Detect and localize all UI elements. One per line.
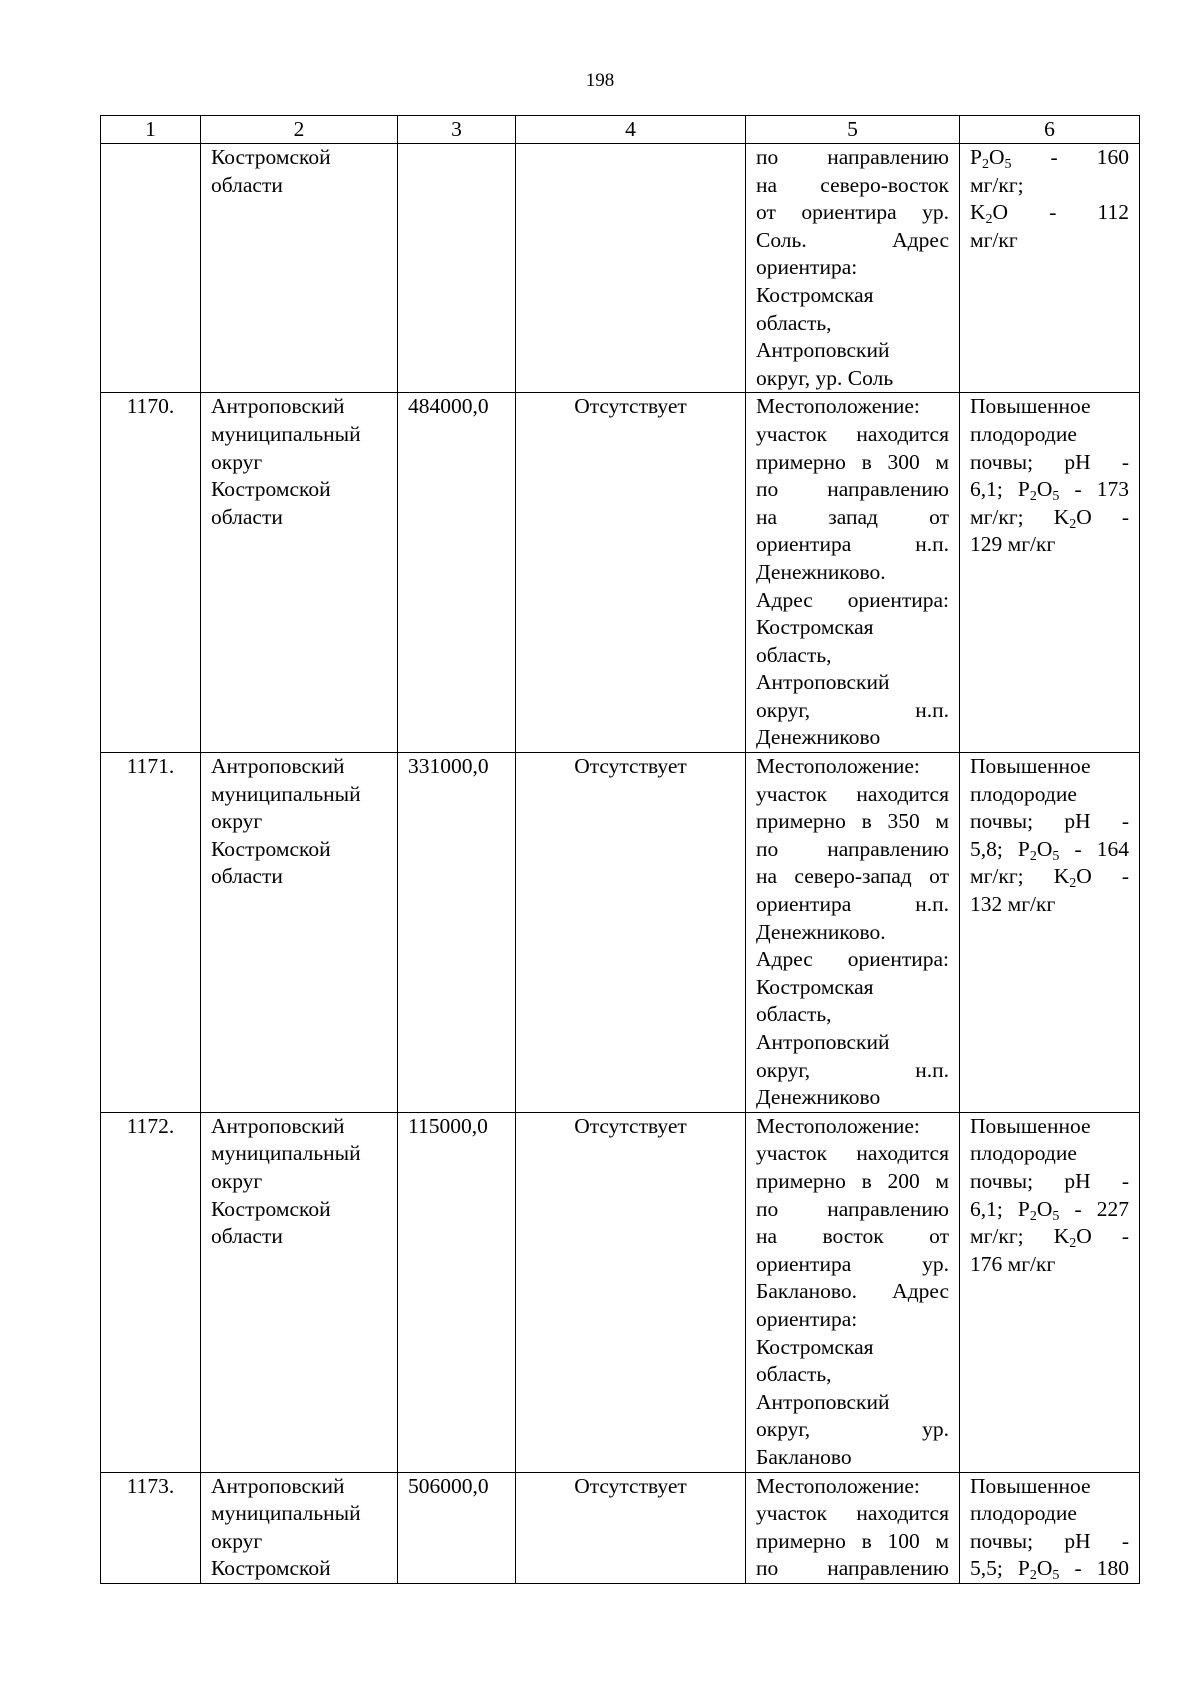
location-line: Антроповский	[756, 670, 890, 695]
row-number-cell: 1170.	[101, 393, 201, 753]
fertility-line: 5,8; $P_2O_5 - 164$	[970, 836, 1129, 864]
location-line: участок находится	[756, 781, 949, 806]
area-cell: 115000,0	[398, 1112, 516, 1472]
owner-name-line: Антроповский	[211, 394, 345, 419]
table-row	[101, 144, 1140, 393]
owner-name-line: Антроповский	[211, 1473, 345, 1498]
fertility-cell	[960, 1472, 1140, 1583]
location-line: Соль. Адрес	[756, 227, 949, 252]
location-line: область,	[756, 1362, 832, 1387]
encumbrance-cell: Отсутствует	[516, 753, 746, 1113]
table-header-row	[101, 116, 1140, 144]
owner-name-line: области	[211, 1224, 283, 1249]
owner-name-line: муниципальный	[211, 421, 361, 446]
owner-name-cell	[201, 753, 398, 1113]
location-line: примерно в 100 м	[756, 1528, 949, 1553]
fertility-line: Повышенное	[970, 1113, 1091, 1138]
area-cell: 506000,0	[398, 1472, 516, 1583]
encumbrance-cell: Отсутствует	[516, 393, 746, 753]
fertility-line: мг/кг; $K_2O$ -	[970, 1224, 1129, 1252]
location-cell	[746, 1472, 960, 1583]
location-line: Антроповский	[756, 1030, 890, 1054]
location-line: по направлению	[756, 1556, 949, 1581]
location-line: округ, н.п.	[756, 697, 949, 722]
location-line: округ, ур. Соль	[756, 365, 894, 390]
owner-name-line: Костромской	[211, 1196, 331, 1221]
owner-name-line: Костромской	[211, 477, 331, 502]
location-line: на северо-запад от	[756, 864, 949, 889]
location-line: примерно в 200 м	[756, 1168, 949, 1193]
owner-name-line: области	[211, 864, 283, 889]
location-line: от ориентира ур.	[756, 200, 949, 225]
location-line: по направлению	[756, 145, 949, 169]
encumbrance-cell: Отсутствует	[516, 1112, 746, 1472]
owner-name-cell	[201, 393, 398, 753]
location-line: по направлению	[756, 836, 949, 861]
owner-name-line: Костромской	[211, 1556, 331, 1581]
location-line: Денежниково.	[756, 559, 886, 584]
header-cell-3: 3	[398, 116, 516, 144]
location-line: Денежниково	[756, 1085, 881, 1110]
fertility-line: плодородие	[970, 1141, 1077, 1166]
fertility-line: почвы; pH -	[970, 809, 1129, 834]
fertility-line: $P_2O_5 - 160$	[970, 145, 1129, 172]
location-cell	[746, 144, 960, 393]
owner-name-cell	[201, 1112, 398, 1472]
fertility-line: 132 мг/кг	[970, 892, 1056, 917]
header-cell-2: 2	[201, 116, 398, 144]
fertility-line: мг/кг;	[970, 172, 1024, 197]
location-line: область,	[756, 642, 832, 667]
header-cell-6: 6	[960, 116, 1140, 144]
land-plots-table	[100, 115, 1140, 1584]
owner-name-line: округ	[211, 1528, 263, 1553]
location-line: на северо-восток	[756, 172, 949, 197]
fertility-line: 5,5; $P_2O_5 - 180$	[970, 1556, 1129, 1584]
location-line: участок находится	[756, 1141, 949, 1166]
owner-name-line: муниципальный	[211, 1501, 361, 1526]
header-cell-1: 1	[101, 116, 201, 144]
owner-name-line: округ	[211, 449, 263, 474]
table-row	[101, 1112, 1140, 1472]
table-body	[101, 116, 1140, 1584]
location-line: примерно в 350 м	[756, 809, 949, 834]
location-line: Адрес ориентира:	[756, 587, 949, 612]
fertility-cell	[960, 1112, 1140, 1472]
row-number-cell	[101, 144, 201, 393]
fertility-line: мг/кг; $K_2O$ -	[970, 504, 1129, 532]
owner-name-line: муниципальный	[211, 781, 361, 806]
location-line: Адрес ориентира:	[756, 947, 949, 972]
fertility-line: почвы; pH -	[970, 449, 1129, 474]
encumbrance-cell	[516, 144, 746, 393]
owner-name-line: Костромской	[211, 836, 331, 861]
location-line: область,	[756, 310, 832, 335]
fertility-line: плодородие	[970, 781, 1077, 806]
fertility-line: 6,1; $P_2O_5 - 227$	[970, 1196, 1129, 1224]
page-number: 198	[585, 70, 615, 91]
owner-name-line: округ	[211, 809, 263, 834]
location-line: Местоположение:	[756, 1473, 920, 1498]
location-line: участок находится	[756, 421, 949, 446]
location-line: область,	[756, 1002, 832, 1027]
fertility-line: плодородие	[970, 421, 1077, 446]
fertility-line: Повышенное	[970, 394, 1091, 419]
location-cell	[746, 1112, 960, 1472]
owner-name-line: Антроповский	[211, 1113, 345, 1138]
fertility-line: 129 мг/кг	[970, 532, 1056, 557]
area-cell: 484000,0	[398, 393, 516, 753]
location-line: Костромская	[756, 282, 874, 307]
location-line: Антроповский	[756, 338, 890, 363]
fertility-line: почвы; pH -	[970, 1168, 1129, 1193]
owner-name-line: муниципальный	[211, 1141, 361, 1166]
location-line: Костромская	[756, 974, 874, 999]
location-line: Антроповский	[756, 1389, 890, 1414]
location-line: Костромская	[756, 1334, 874, 1359]
location-line: Местоположение:	[756, 754, 920, 779]
area-cell	[398, 144, 516, 393]
location-line: по направлению	[756, 1196, 949, 1221]
header-cell-5: 5	[746, 116, 960, 144]
owner-name-line: Антроповский	[211, 754, 345, 779]
location-line: Костромская	[756, 615, 874, 640]
fertility-line: 176 мг/кг	[970, 1251, 1056, 1276]
location-cell	[746, 393, 960, 753]
fertility-cell	[960, 753, 1140, 1113]
fertility-line: 6,1; $P_2O_5 - 173$	[970, 477, 1129, 505]
table-row	[101, 1472, 1140, 1583]
location-line: округ, ур.	[756, 1417, 949, 1442]
row-number-cell: 1173.	[101, 1472, 201, 1583]
row-number-cell: 1171.	[101, 753, 201, 1113]
fertility-line: Повышенное	[970, 1473, 1091, 1498]
location-line: Бакланово. Адрес	[756, 1279, 949, 1304]
table-row	[101, 393, 1140, 753]
location-line: Местоположение:	[756, 1113, 920, 1138]
owner-name-cell	[201, 1472, 398, 1583]
fertility-cell	[960, 393, 1140, 753]
table-row	[101, 753, 1140, 1113]
location-line: на запад от	[756, 504, 949, 529]
owner-name-line: области	[211, 504, 283, 529]
fertility-cell	[960, 144, 1140, 393]
location-line: по направлению	[756, 477, 949, 502]
fertility-line: мг/кг; $K_2O$ -	[970, 864, 1129, 892]
owner-name-line: области	[211, 172, 283, 197]
location-line: ориентира:	[756, 255, 858, 280]
owner-name-cell	[201, 144, 398, 393]
owner-name-line: округ	[211, 1168, 263, 1193]
location-line: ориентира н.п.	[756, 892, 949, 917]
fertility-line: $K_2O - 112$	[970, 200, 1129, 228]
location-line: на восток от	[756, 1224, 949, 1249]
location-line: примерно в 300 м	[756, 449, 949, 474]
fertility-line: Повышенное	[970, 754, 1091, 779]
fertility-line: почвы; pH -	[970, 1528, 1129, 1553]
location-line: Бакланово	[756, 1444, 852, 1469]
area-cell: 331000,0	[398, 753, 516, 1113]
location-line: округ, н.п.	[756, 1057, 949, 1082]
row-number-cell: 1172.	[101, 1112, 201, 1472]
location-line: Денежниково	[756, 725, 881, 750]
fertility-line: мг/кг	[970, 227, 1018, 252]
fertility-line: плодородие	[970, 1501, 1077, 1526]
location-line: Денежниково.	[756, 919, 886, 944]
location-cell	[746, 753, 960, 1113]
owner-name-line: Костромской	[211, 145, 331, 169]
location-line: ориентира:	[756, 1306, 858, 1331]
encumbrance-cell: Отсутствует	[516, 1472, 746, 1583]
location-line: ориентира ур.	[756, 1251, 949, 1276]
header-cell-4: 4	[516, 116, 746, 144]
location-line: участок находится	[756, 1501, 949, 1526]
location-line: Местоположение:	[756, 394, 920, 419]
location-line: ориентира н.п.	[756, 532, 949, 557]
